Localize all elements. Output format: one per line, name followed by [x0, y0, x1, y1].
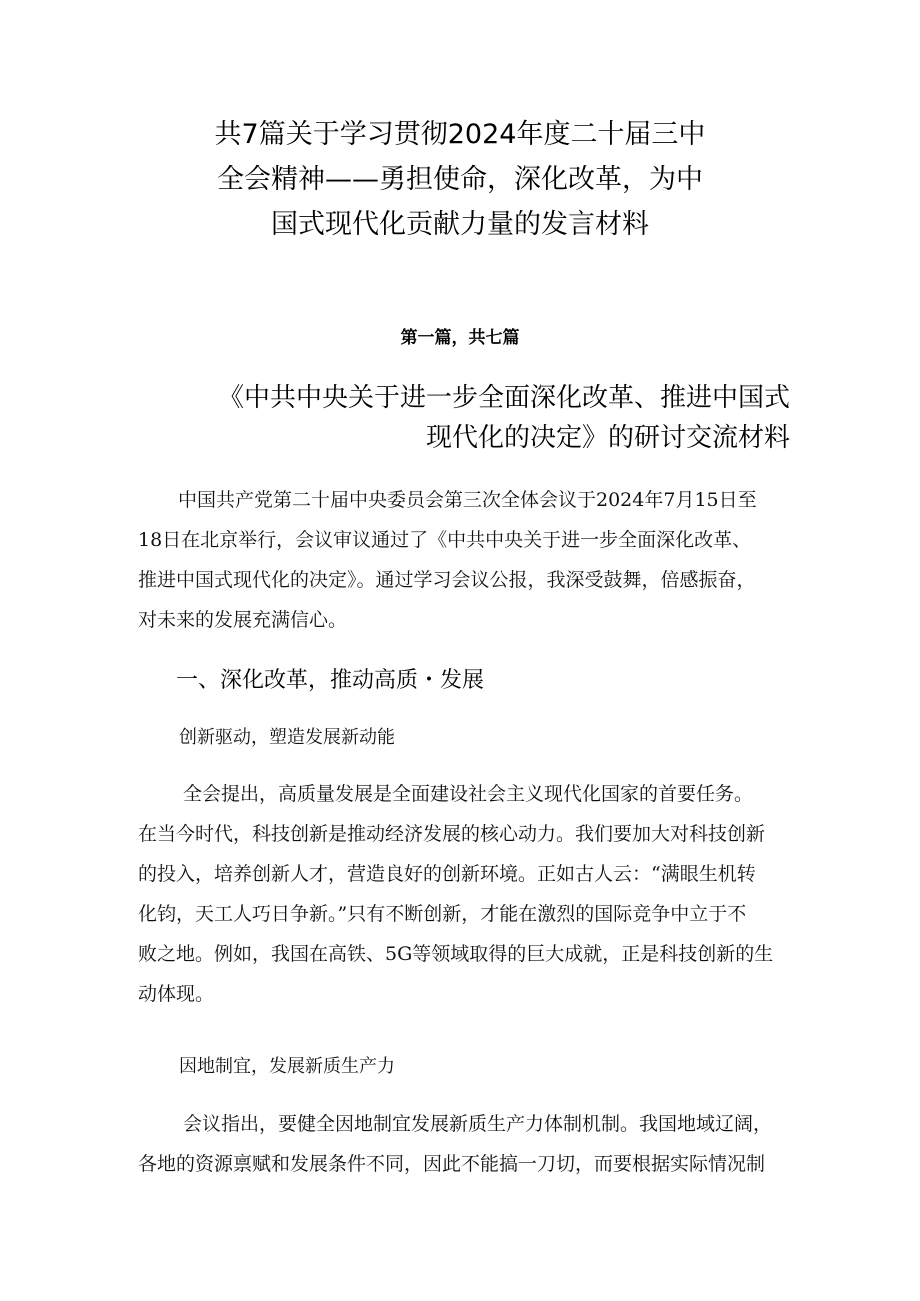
paragraph-line: 全会提出，高质量发展是全面建设社会主义现代化国家的首要任务。: [183, 783, 754, 805]
paragraph-line: 各地的资源禀赋和发展条件不同，因此不能搞一刀切，而要根据实际情况制: [138, 1153, 766, 1175]
main-title-line-1: 共7篇关于学习贯彻2024年度二十届三中: [214, 119, 706, 150]
document-main-title: [160, 112, 760, 247]
main-title-line-2: 全会精神——勇担使命，深化改革，为中: [217, 164, 703, 195]
paragraph-innovation: [138, 774, 798, 1014]
article-title: [200, 378, 790, 458]
section-heading: 一、深化改革，推动高质・发展: [176, 668, 485, 693]
paragraph-line: 18日在北京举行，会议审议通过了《中共中央关于进一步全面深化改革、: [138, 529, 752, 551]
paragraph-local-conditions: [138, 1104, 798, 1184]
subheading-local-conditions: 因地制宜，发展新质生产力: [179, 1056, 395, 1077]
paragraph-line: 化钧，天工人巧日争新。”只有不断创新，才能在激烈的国际竞争中立于不: [138, 903, 747, 925]
article-title-line-2: 现代化的决定》的研讨交流材料: [425, 423, 790, 453]
paragraph-line: 在当今时代，科技创新是推动经济发展的核心动力。我们要加大对科技创新: [138, 823, 766, 845]
paragraph-line: 败之地。例如，我国在高铁、5G等领域取得的巨大成就，正是科技创新的生: [138, 943, 774, 965]
paragraph-line: 会议指出，要健全因地制宜发展新质生产力体制机制。我国地域辽阔，: [183, 1113, 773, 1135]
main-title-line-3: 国式现代化贡献力量的发言材料: [271, 209, 649, 240]
paragraph-line: 的投入，培养创新人才，营造良好的创新环境。正如古人云：“满眼生机转: [138, 863, 756, 885]
article-title-line-1: 《中共中央关于进一步全面深化改革、推进中国式: [217, 383, 790, 413]
paragraph-line: 动体现。: [138, 983, 215, 1005]
paragraph-line: 中国共产党第二十届中央委员会第三次全体会议于2024年7月15日至: [178, 489, 757, 511]
paragraph-line: 推进中国式现代化的决定》。通过学习会议公报，我深受鼓舞，倍感振奋，: [138, 569, 756, 591]
intro-paragraph: [138, 480, 798, 640]
paragraph-line: 对未来的发展充满信心。: [138, 609, 348, 631]
section-label: 第一篇，共七篇: [400, 328, 520, 348]
subheading-innovation: 创新驱动，塑造发展新动能: [179, 727, 395, 748]
